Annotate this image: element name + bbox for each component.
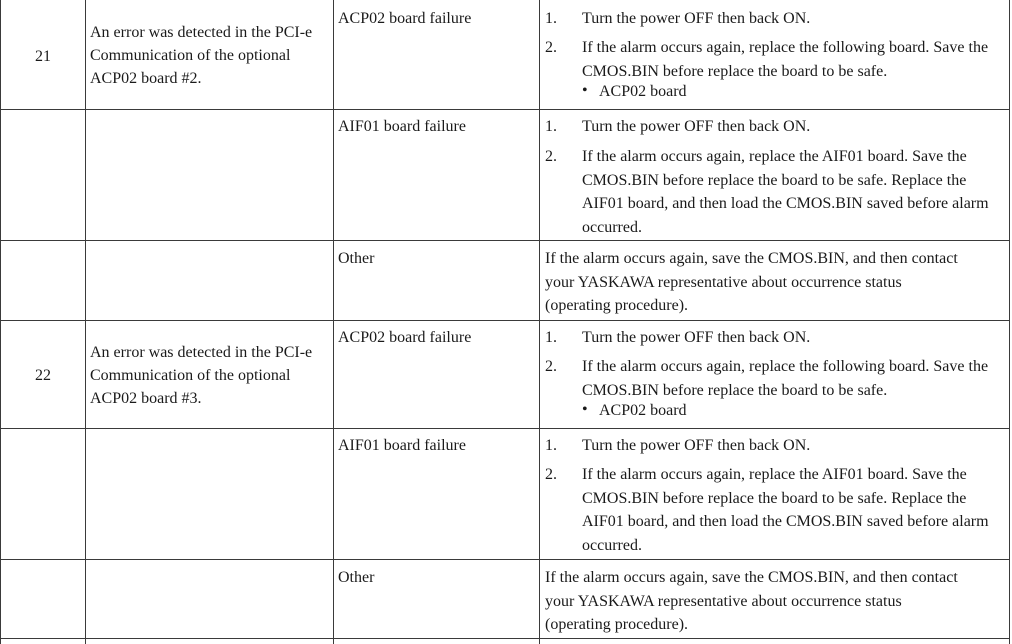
step-number: 1.: [545, 329, 557, 346]
step-number: 1.: [545, 437, 557, 454]
bullet-text: ACP02 board: [599, 402, 687, 419]
alarm-number: 21: [35, 48, 51, 65]
cause-label: AIF01 board failure: [338, 437, 466, 454]
cause-label: Other: [338, 569, 375, 586]
step-number: 2.: [545, 148, 557, 165]
col-divider-2: [333, 0, 334, 644]
alarm-description: An error was detected in the PCI-e Communication of the optional ACP02 board #2.: [90, 24, 313, 87]
step-number: 2.: [545, 358, 557, 375]
step-text: Turn the power OFF then back ON.: [582, 329, 811, 346]
bullet-text: ACP02 board: [599, 83, 687, 100]
bullet-icon: •: [582, 82, 588, 99]
step-text: If the alarm occurs again, replace the AIF01 board. Save the CMOS.BIN before replace the board to be safe. Replace the AIF01 board, and then load the CMOS.BIN saved before alarm occurred.: [582, 148, 989, 236]
row-divider: [0, 320, 1010, 321]
cause-label: ACP02 board failure: [338, 10, 472, 27]
step-text: If the alarm occurs again, replace the following board. Save the CMOS.BIN before replace the board to be safe.: [582, 39, 989, 80]
row-divider: [0, 428, 1010, 429]
row-divider: [0, 638, 1010, 639]
row-divider: [0, 559, 1010, 560]
bullet-icon: •: [582, 401, 588, 418]
step-text: Turn the power OFF then back ON.: [582, 437, 811, 454]
row-divider: [0, 240, 1010, 241]
step-text: If the alarm occurs again, replace the following board. Save the CMOS.BIN before replace the board to be safe.: [582, 358, 989, 399]
border-right: [1009, 0, 1010, 644]
col-divider-1: [85, 0, 86, 644]
alarm-description: An error was detected in the PCI-e Communication of the optional ACP02 board #3.: [90, 344, 313, 407]
cause-label: ACP02 board failure: [338, 329, 472, 346]
remedy-text: If the alarm occurs again, save the CMOS.BIN, and then contact your YASKAWA representative about occurrence status (operating procedure).: [545, 569, 958, 633]
col-divider-3: [539, 0, 540, 644]
step-number: 2.: [545, 39, 557, 56]
border-left: [0, 0, 1, 644]
remedy-text: If the alarm occurs again, save the CMOS.BIN, and then contact your YASKAWA representative about occurrence status (operating procedure).: [545, 250, 958, 314]
step-number: 2.: [545, 466, 557, 483]
cause-label: AIF01 board failure: [338, 118, 466, 135]
row-divider: [0, 109, 1010, 110]
step-number: 1.: [545, 10, 557, 27]
step-text: Turn the power OFF then back ON.: [582, 118, 811, 135]
alarm-number: 22: [35, 367, 51, 384]
step-text: Turn the power OFF then back ON.: [582, 10, 811, 27]
step-text: If the alarm occurs again, replace the AIF01 board. Save the CMOS.BIN before replace the board to be safe. Replace the AIF01 board, and then load the CMOS.BIN saved before alarm occurred.: [582, 466, 989, 554]
step-number: 1.: [545, 118, 557, 135]
cause-label: Other: [338, 250, 375, 267]
